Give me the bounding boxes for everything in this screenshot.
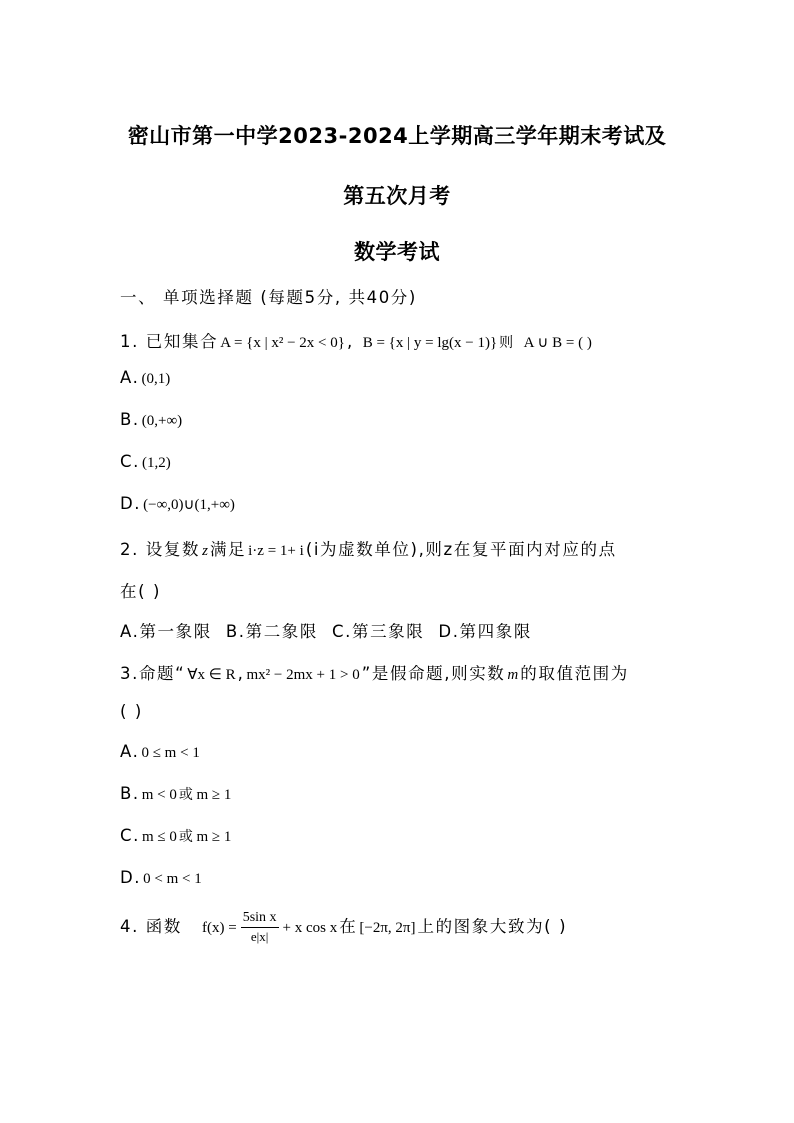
q1-option-a[interactable] bbox=[120, 368, 172, 388]
q3-option-d[interactable] bbox=[120, 868, 204, 888]
q4-frac-den: e|x| bbox=[250, 929, 269, 944]
option-math: m < 0 bbox=[141, 787, 177, 803]
question-1 bbox=[120, 328, 594, 352]
option-math: (0,+∞) bbox=[141, 413, 183, 429]
section-heading: 一、 单项选择题 (每题5分, 共40分) bbox=[120, 288, 417, 307]
option-math: 0 < m < 1 bbox=[143, 871, 202, 887]
q4-frac-num: 5sin x bbox=[241, 910, 279, 928]
q2-mid: 满足 bbox=[209, 540, 247, 559]
option-math2: m ≥ 1 bbox=[196, 829, 232, 845]
q3-option-b[interactable] bbox=[120, 784, 233, 804]
option-label: A. bbox=[120, 742, 140, 761]
q2-var: z bbox=[202, 543, 208, 559]
q3-comma: , bbox=[237, 664, 245, 683]
q4-rhs: + x cos x bbox=[282, 920, 338, 936]
option-or: 或 bbox=[178, 787, 195, 803]
option-math: 0 ≤ m < 1 bbox=[141, 745, 200, 761]
q2-line2: 在( ) bbox=[120, 582, 162, 601]
q3-tail: 的取值范围为 bbox=[520, 664, 629, 683]
q2-rest: (i为虚数单位),则z在复平面内对应的点 bbox=[305, 540, 617, 559]
q3-option-c[interactable] bbox=[120, 826, 233, 846]
option-label: C. bbox=[120, 826, 140, 845]
q1-set-b: B = {x | y = lg(x − 1)} bbox=[362, 335, 498, 351]
q4-mid: 在 bbox=[339, 917, 358, 936]
option-math: (−∞,0)∪(1,+∞) bbox=[143, 497, 235, 513]
option-math: m ≤ 0 bbox=[141, 829, 177, 845]
option-label: D. bbox=[120, 494, 142, 513]
exam-title-line1: 密山市第一中学2023-2024上学期高三学年期末考试及 bbox=[127, 124, 667, 148]
q3-prefix: 3.命题“ bbox=[120, 664, 186, 683]
q4-prefix: 4. 函数 bbox=[120, 917, 182, 936]
q1-option-d[interactable] bbox=[120, 494, 237, 514]
q3-var: m bbox=[507, 667, 519, 683]
option-math: (0,1) bbox=[141, 371, 171, 387]
q1-then: 则 bbox=[499, 335, 515, 351]
option-label: A. bbox=[120, 368, 140, 387]
q3-option-a[interactable] bbox=[120, 742, 202, 762]
q2-option-b[interactable]: B.第二象限 bbox=[225, 622, 319, 641]
q2-prefix: 2. 设复数 bbox=[120, 540, 201, 559]
question-2 bbox=[120, 536, 617, 560]
q1-ask: A ∪ B = ( ) bbox=[523, 335, 592, 351]
q3-forall: ∀x ∈ R bbox=[187, 667, 236, 683]
q3-rest: ”是假命题,则实数 bbox=[361, 664, 506, 683]
subject-title: 数学考试 bbox=[354, 240, 440, 264]
option-label: C. bbox=[120, 452, 140, 471]
option-math: (1,2) bbox=[141, 455, 171, 471]
option-label: D. bbox=[120, 868, 142, 887]
q4-lhs: f(x) = bbox=[202, 920, 237, 936]
question-3 bbox=[120, 660, 629, 684]
q1-option-b[interactable] bbox=[120, 410, 184, 430]
q3-inequality: mx² − 2mx + 1 > 0 bbox=[246, 667, 360, 683]
q4-fraction bbox=[241, 910, 279, 945]
q4-tail: 上的图象大致为( ) bbox=[417, 917, 568, 936]
q2-option-d[interactable]: D.第四象限 bbox=[438, 622, 532, 641]
q1-set-a: A = {x | x² − 2x < 0} bbox=[220, 335, 345, 351]
q3-line2: ( ) bbox=[120, 702, 143, 721]
option-label: B. bbox=[120, 410, 140, 429]
q2-option-a[interactable]: A.第一象限 bbox=[120, 622, 212, 641]
q2-equation: i·z = 1+ i bbox=[248, 543, 304, 559]
exam-title-line2: 第五次月考 bbox=[343, 184, 451, 208]
option-label: B. bbox=[120, 784, 140, 803]
question-4 bbox=[120, 910, 567, 945]
option-math2: m ≥ 1 bbox=[196, 787, 232, 803]
q4-interval: [−2π, 2π] bbox=[359, 920, 416, 936]
q2-options bbox=[120, 618, 532, 642]
q1-comma: , bbox=[346, 332, 354, 351]
q1-option-c[interactable] bbox=[120, 452, 173, 472]
q1-prefix: 1. 已知集合 bbox=[120, 332, 219, 351]
q2-option-c[interactable]: C.第三象限 bbox=[332, 622, 425, 641]
option-or: 或 bbox=[178, 829, 195, 845]
